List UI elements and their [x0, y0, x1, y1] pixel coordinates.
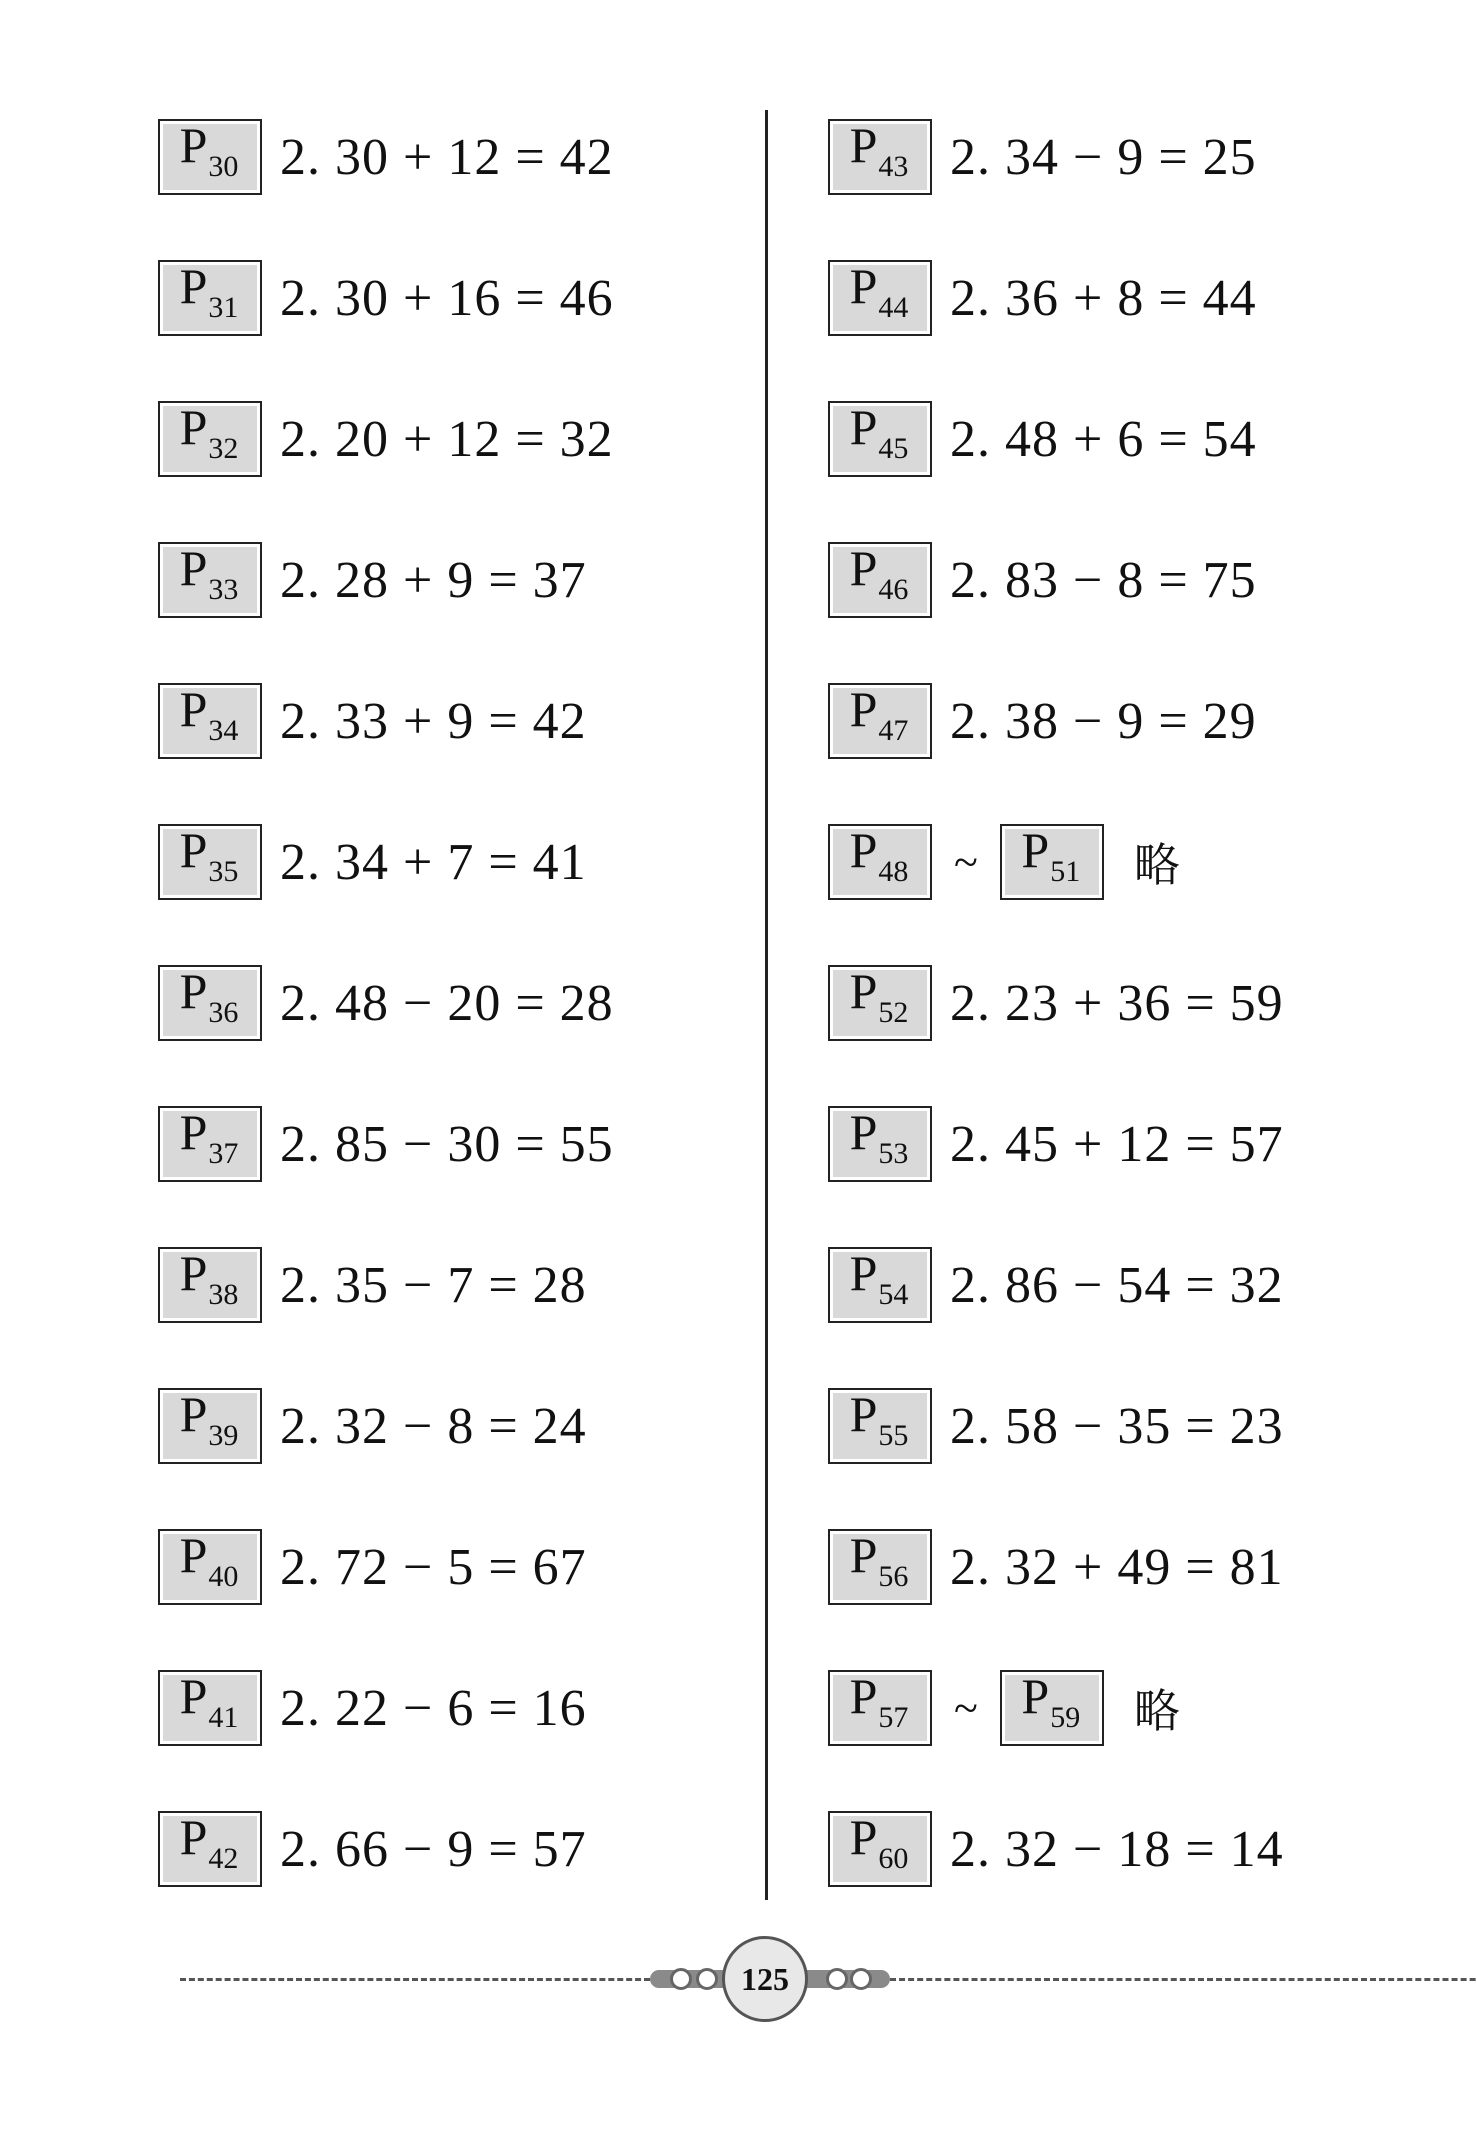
page-tag-number: 45 [878, 432, 909, 465]
page-tag [158, 1106, 262, 1182]
answer-expression: 2. 38 − 9 = 29 [950, 692, 1257, 750]
answer-expression: 2. 30 + 12 = 42 [280, 128, 614, 186]
answer-row [158, 1807, 587, 1891]
page-tag-prefix: P [179, 258, 208, 314]
answer-expression: 2. 85 − 30 = 55 [280, 1115, 614, 1173]
ornament-dot [670, 1968, 692, 1990]
page-tag-number: 41 [208, 1701, 239, 1734]
range-tilde: ~ [954, 1683, 978, 1733]
page-tag [828, 401, 932, 477]
answer-row [158, 1525, 587, 1609]
answer-expression: 2. 72 − 5 = 67 [280, 1538, 587, 1596]
page-tag-number: 47 [878, 714, 909, 747]
page-tag-number: 35 [208, 855, 239, 888]
answer-expression: 2. 33 + 9 = 42 [280, 692, 587, 750]
page-tag [828, 1106, 932, 1182]
page-tag-prefix: P [849, 1668, 878, 1724]
page-tag-number: 54 [878, 1278, 909, 1311]
page-tag [158, 260, 262, 336]
page-tag-number: 42 [208, 1842, 239, 1875]
answer-row [828, 1243, 1284, 1327]
page-tag [158, 1811, 262, 1887]
page-tag-number: 46 [878, 573, 909, 606]
answer-expression: 2. 23 + 36 = 59 [950, 974, 1284, 1032]
page-tag-prefix: P [849, 258, 878, 314]
page-tag [828, 260, 932, 336]
page-tag-number: 48 [878, 855, 909, 888]
answer-row [828, 1807, 1284, 1891]
page-tag-prefix: P [179, 1245, 208, 1301]
page-tag-number: 60 [878, 1842, 909, 1875]
answer-row-range [828, 820, 1180, 904]
answer-expression: 2. 45 + 12 = 57 [950, 1115, 1284, 1173]
answer-row [828, 1102, 1284, 1186]
answer-row [828, 397, 1257, 481]
omitted-note: 略 [1133, 838, 1180, 892]
omitted-note: 略 [1133, 1684, 1180, 1738]
page-tag [158, 1529, 262, 1605]
answer-row [828, 1384, 1284, 1468]
page-tag-prefix: P [849, 1809, 878, 1865]
answer-row [158, 1666, 587, 1750]
page-tag-prefix: P [179, 1104, 208, 1160]
page-tag-prefix: P [179, 681, 208, 737]
page-tag-prefix: P [849, 399, 878, 455]
page-tag-number: 53 [878, 1137, 909, 1170]
page-tag-number: 56 [878, 1560, 909, 1593]
page-tag [828, 824, 932, 900]
page-tag-prefix: P [179, 822, 208, 878]
page-tag-number: 39 [208, 1419, 239, 1452]
answer-expression: 2. 32 + 49 = 81 [950, 1538, 1284, 1596]
page-tag-number: 37 [208, 1137, 239, 1170]
answer-row [158, 115, 614, 199]
answer-expression: 2. 66 − 9 = 57 [280, 1820, 587, 1878]
answer-row [158, 256, 614, 340]
answer-row [158, 1102, 614, 1186]
page-tag-number: 34 [208, 714, 239, 747]
answer-row [828, 538, 1257, 622]
page-tag-prefix: P [179, 1386, 208, 1442]
answer-row [828, 256, 1257, 340]
page-footer [180, 1940, 1350, 2020]
answer-expression: 2. 32 − 8 = 24 [280, 1397, 587, 1455]
answer-expression: 2. 28 + 9 = 37 [280, 551, 587, 609]
page-tag-prefix: P [179, 1809, 208, 1865]
answer-row [158, 679, 587, 763]
page-tag-prefix: P [849, 540, 878, 596]
answer-row [158, 1384, 587, 1468]
page-tag [158, 119, 262, 195]
answer-row [828, 679, 1257, 763]
page-tag [828, 683, 932, 759]
page-tag [158, 824, 262, 900]
page-tag-number: 44 [878, 291, 909, 324]
page-tag-prefix: P [179, 1668, 208, 1724]
page-tag [158, 542, 262, 618]
page-tag-prefix: P [179, 117, 208, 173]
page-tag [828, 1388, 932, 1464]
page-tag [828, 542, 932, 618]
page-tag [158, 965, 262, 1041]
answer-expression: 2. 22 − 6 = 16 [280, 1679, 587, 1737]
page-tag-number: 55 [878, 1419, 909, 1452]
answer-row [158, 961, 614, 1045]
answer-row [158, 820, 587, 904]
page-tag [158, 683, 262, 759]
page-tag-number: 38 [208, 1278, 239, 1311]
page-tag-prefix: P [849, 822, 878, 878]
page-tag-number: 43 [878, 150, 909, 183]
answer-expression: 2. 30 + 16 = 46 [280, 269, 614, 327]
page-tag-prefix: P [179, 1527, 208, 1583]
answer-expression: 2. 83 − 8 = 75 [950, 551, 1257, 609]
page-tag [828, 1247, 932, 1323]
page-tag [828, 1811, 932, 1887]
page-tag-prefix: P [849, 1104, 878, 1160]
page-tag [158, 1247, 262, 1323]
page-tag-prefix: P [1021, 1668, 1050, 1724]
page-tag-prefix: P [849, 1527, 878, 1583]
page-tag-number: 57 [878, 1701, 909, 1734]
answer-expression: 2. 34 − 9 = 25 [950, 128, 1257, 186]
answer-row [828, 115, 1257, 199]
page-tag-number: 30 [208, 150, 239, 183]
ornament-dot [826, 1968, 848, 1990]
page-tag-prefix: P [849, 117, 878, 173]
answer-expression: 2. 32 − 18 = 14 [950, 1820, 1284, 1878]
footer-dashed-line [890, 1978, 1477, 1981]
answer-expression: 2. 35 − 7 = 28 [280, 1256, 587, 1314]
ornament-dot [696, 1968, 718, 1990]
answer-row-range [828, 1666, 1180, 1750]
answer-row [158, 538, 587, 622]
page-tag-number: 51 [1050, 855, 1081, 888]
answer-expression: 2. 86 − 54 = 32 [950, 1256, 1284, 1314]
answer-expression: 2. 36 + 8 = 44 [950, 269, 1257, 327]
page-tag-range-end [1000, 824, 1104, 900]
answer-expression: 2. 34 + 7 = 41 [280, 833, 587, 891]
page-tag-prefix: P [179, 540, 208, 596]
page-tag [158, 1388, 262, 1464]
footer-dashed-line [180, 1978, 650, 1981]
page-tag-number: 36 [208, 996, 239, 1029]
answer-expression: 2. 48 − 20 = 28 [280, 974, 614, 1032]
page-tag-prefix: P [849, 963, 878, 1019]
page-tag [828, 1529, 932, 1605]
page-tag [828, 1670, 932, 1746]
page-tag-prefix: P [849, 1386, 878, 1442]
page-tag-prefix: P [849, 681, 878, 737]
page-tag [158, 401, 262, 477]
answer-row [158, 397, 614, 481]
page-tag [158, 1670, 262, 1746]
page-tag-number: 32 [208, 432, 239, 465]
page-tag-number: 33 [208, 573, 239, 606]
page-tag [828, 965, 932, 1041]
answer-expression: 2. 48 + 6 = 54 [950, 410, 1257, 468]
page-tag-number: 59 [1050, 1701, 1081, 1734]
page-tag-prefix: P [849, 1245, 878, 1301]
answer-row [158, 1243, 587, 1327]
page-number: 125 [722, 1936, 808, 2022]
page-tag-number: 52 [878, 996, 909, 1029]
column-divider [765, 110, 768, 1900]
ornament-dot [850, 1968, 872, 1990]
answer-row [828, 961, 1284, 1045]
page-tag-prefix: P [179, 963, 208, 1019]
page-tag-number: 40 [208, 1560, 239, 1593]
page-tag-prefix: P [1021, 822, 1050, 878]
answer-expression: 2. 20 + 12 = 32 [280, 410, 614, 468]
page-tag-number: 31 [208, 291, 239, 324]
answer-row [828, 1525, 1284, 1609]
page-tag [828, 119, 932, 195]
range-tilde: ~ [954, 837, 978, 887]
answer-expression: 2. 58 − 35 = 23 [950, 1397, 1284, 1455]
page-tag-range-end [1000, 1670, 1104, 1746]
page-tag-prefix: P [179, 399, 208, 455]
